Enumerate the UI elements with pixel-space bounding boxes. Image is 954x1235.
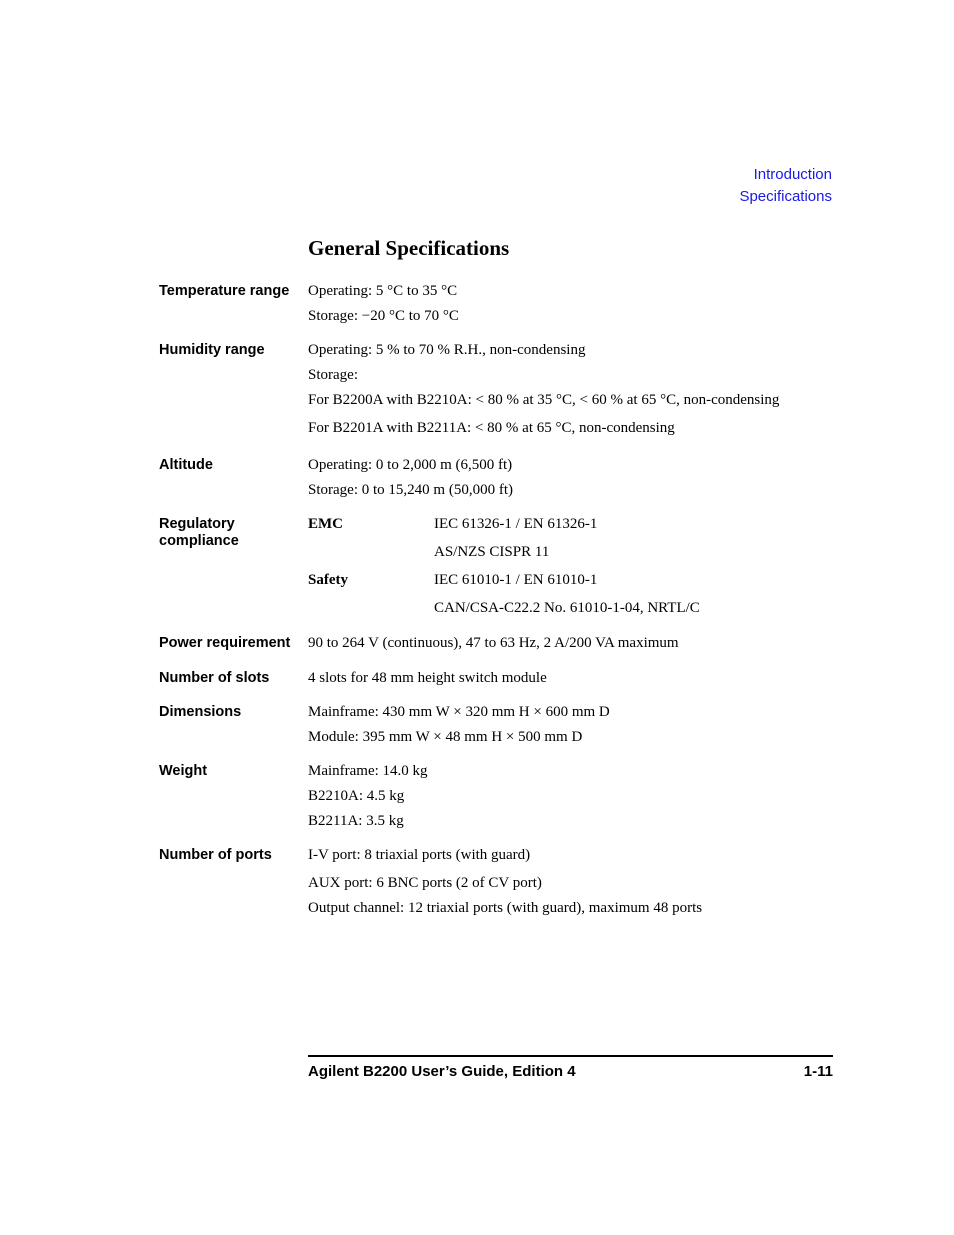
spec-row-regulatory (159, 514, 839, 618)
spec-label: Power requirement (159, 635, 291, 651)
spec-row-altitude (159, 455, 839, 500)
spec-value: 90 to 264 V (continuous), 47 to 63 Hz, 2 A/200 VA maximum (308, 635, 679, 651)
spec-label: Dimensions (159, 704, 242, 720)
compliance-group-safety (308, 570, 839, 618)
compliance-group-values (434, 514, 839, 562)
spec-value: IEC 61010-1 / EN 61010-1 (434, 572, 598, 588)
spec-values (308, 702, 839, 747)
spec-value: For B2201A with B2211A: < 80 % at 65 °C, non-condensing (308, 420, 675, 436)
spec-value: IEC 61326-1 / EN 61326-1 (434, 516, 598, 532)
page-title: General Specifications (308, 236, 510, 260)
spec-row-power (159, 633, 839, 653)
spec-value: AS/NZS CISPR 11 (434, 544, 550, 560)
spec-values (308, 455, 839, 500)
spec-label: Temperature range (159, 283, 290, 299)
breadcrumb-section-link[interactable]: Specifications (739, 188, 832, 205)
spec-row-weight (159, 761, 839, 831)
spec-label: Weight (159, 763, 208, 779)
spec-row-ports (159, 845, 839, 918)
spec-value: CAN/CSA-C22.2 No. 61010-1-04, NRTL/C (434, 600, 700, 616)
spec-row-temperature (159, 281, 839, 326)
spec-values (308, 281, 839, 326)
spec-values (308, 514, 839, 618)
footer-title: Agilent B2200 User’s Guide, Edition 4 (308, 1063, 576, 1080)
footer-divider (308, 1055, 833, 1057)
spec-value: Operating: 5 % to 70 % R.H., non-condensing (308, 342, 586, 358)
spec-value: Storage: −20 °C to 70 °C (308, 308, 459, 324)
spec-value: I-V port: 8 triaxial ports (with guard) (308, 847, 531, 863)
spec-value: B2210A: 4.5 kg (308, 788, 405, 804)
spec-values (308, 761, 839, 831)
spec-row-humidity (159, 340, 839, 438)
spec-value: Mainframe: 14.0 kg (308, 763, 428, 779)
spec-value: 4 slots for 48 mm height switch module (308, 670, 547, 686)
spec-label: Altitude (159, 457, 213, 473)
compliance-group-label: EMC (308, 516, 343, 532)
spec-value: Output channel: 12 triaxial ports (with guard), maximum 48 ports (308, 900, 703, 916)
spec-value: AUX port: 6 BNC ports (2 of CV port) (308, 875, 542, 891)
spec-value: Module: 395 mm W × 48 mm H × 500 mm D (308, 729, 583, 745)
spec-value: Storage: 0 to 15,240 m (50,000 ft) (308, 482, 513, 498)
spec-value: Operating: 0 to 2,000 m (6,500 ft) (308, 457, 513, 473)
spec-value: Storage: (308, 367, 358, 383)
spec-value: Mainframe: 430 mm W × 320 mm H × 600 mm D (308, 704, 610, 720)
spec-values (308, 633, 839, 653)
page-number: 1-11 (803, 1063, 833, 1080)
spec-label: Regulatory compliance (159, 516, 239, 549)
spec-values (308, 845, 839, 918)
spec-values (308, 668, 839, 688)
running-header (739, 164, 832, 208)
spec-value: Operating: 5 °C to 35 °C (308, 283, 458, 299)
spec-label: Number of slots (159, 670, 270, 686)
compliance-group-values (434, 570, 839, 618)
breadcrumb-chapter-link[interactable]: Introduction (753, 166, 832, 183)
spec-row-dimensions (159, 702, 839, 747)
spec-list (159, 281, 839, 918)
spec-label: Humidity range (159, 342, 265, 358)
compliance-group-emc (308, 514, 839, 562)
spec-row-slots (159, 668, 839, 688)
compliance-group-label: Safety (308, 572, 348, 588)
spec-value: For B2200A with B2210A: < 80 % at 35 °C, < 60 % at 65 °C, non-condensing (308, 392, 780, 408)
spec-value: B2211A: 3.5 kg (308, 813, 404, 829)
spec-values (308, 340, 839, 438)
spec-label: Number of ports (159, 847, 272, 863)
